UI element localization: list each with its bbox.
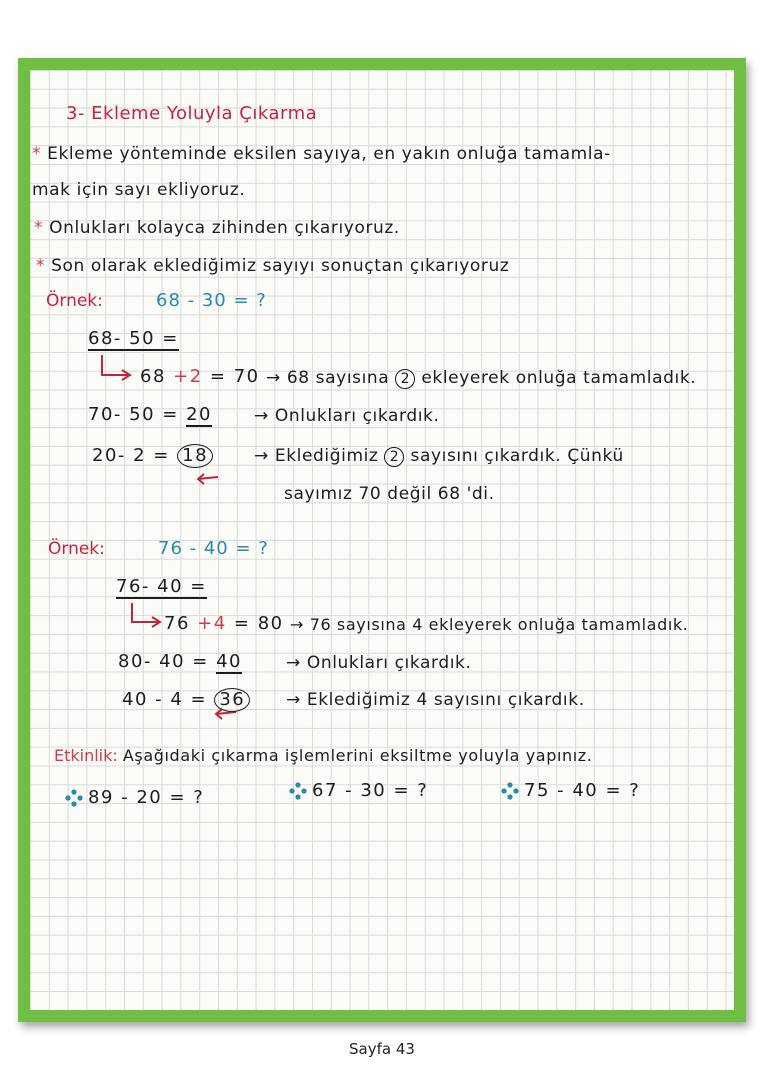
example-1-step-1: 68 +2 = 70 [140,366,260,387]
example-1-step-3-note: → Eklediğimiz 2 sayısını çıkardık. Çünkü [254,446,624,466]
star-icon: * [32,144,42,164]
page-title: 3- Ekleme Yoluyla Çıkarma [66,103,318,124]
example-1-label: Örnek: [46,291,103,311]
example-2-line-a: 76- 40 = [116,576,207,597]
activity-problem-3: 75 - 40 = ? [524,780,641,801]
example-2-expression: 76 - 40 = ? [158,538,269,559]
clover-icon-3 [501,782,518,799]
example-2-step-2: 80- 40 = 40 [118,651,242,672]
circled-result: 18 [177,444,213,468]
activity-instruction: Aşağıdaki çıkarma işlemlerini eksiltme yoluyla yapınız. [122,746,593,765]
rule-1-line-1: * Ekleme yönteminde eksilen sayıya, en yakın onluğa tamamla- [32,144,611,164]
circled-number: 2 [384,447,404,467]
circled-result: 36 [214,688,250,712]
example-2-step-1-note: → 76 sayısına 4 ekleyerek onluğa tamamladık. [290,615,689,634]
example-1-step-1-note: → 68 sayısına 2 ekleyerek onluğa tamamladık. [266,368,697,388]
example-1-step-3-line-2: sayımız 70 değil 68 'di. [284,484,495,504]
activity-heading [54,746,592,765]
activity-label: Etkinlik: [54,746,118,765]
example-2-step-3-note: → Eklediğimiz 4 sayısını çıkardık. [286,690,585,710]
rule-3: * Son olarak eklediğimiz sayıyı sonuçtan çıkarıyoruz [36,256,510,276]
star-icon: * [36,256,46,276]
rule-2: * Onlukları kolayca zihinden çıkarıyoruz. [34,218,400,238]
star-icon: * [34,218,44,238]
notebook-page [30,70,734,1010]
example-1-step-2: 70- 50 = 20 [88,404,212,425]
page-number: Sayfa 43 [349,1040,415,1058]
example-1-line-a: 68- 50 = [88,328,179,349]
example-2-step-1: 76 +4 = 80 [164,613,284,634]
rule-1-line-2: mak için sayı ekliyoruz. [32,180,246,200]
example-1-step-3: 20- 2 = 18 [92,444,213,468]
circled-number: 2 [395,369,415,389]
clover-icon-2 [289,782,306,799]
activity-problem-2: 67 - 30 = ? [312,780,429,801]
example-2-step-2-note: → Onlukları çıkardık. [286,653,472,673]
clover-icon-1 [65,789,82,806]
example-1-step-2-note: → Onlukları çıkardık. [254,406,440,426]
example-1-expression: 68 - 30 = ? [156,290,267,311]
green-frame [18,58,746,1022]
drawn-marks [30,70,734,1010]
example-2-label: Örnek: [48,539,105,559]
activity-problem-1: 89 - 20 = ? [88,787,205,808]
example-2-step-3: 40 - 4 = 36 [122,688,250,712]
